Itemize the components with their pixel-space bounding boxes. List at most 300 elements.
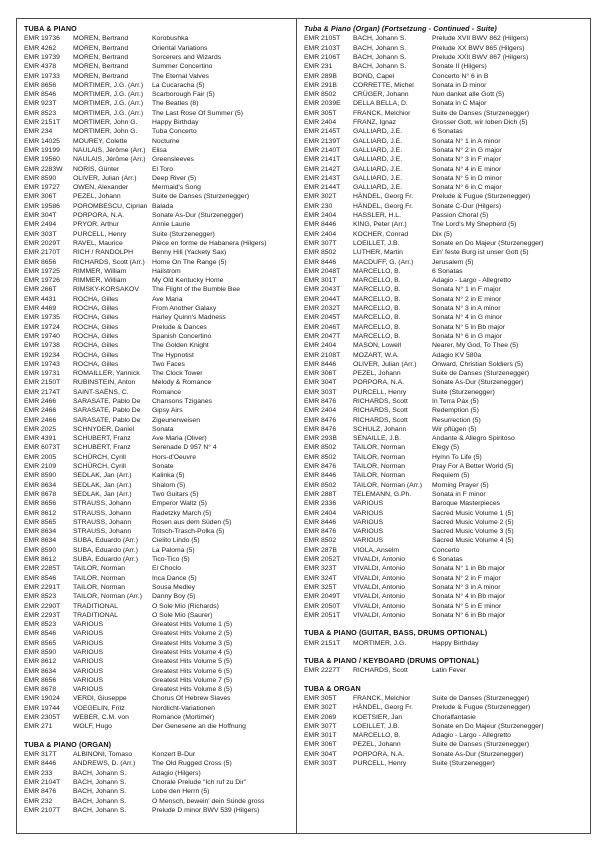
piece-title: Nordlicht-Variationen xyxy=(152,704,215,712)
composer-name: RIMMER, William xyxy=(73,267,127,275)
catalog-row xyxy=(24,165,292,174)
composer-name: SUBA, Eduardo (Arr.) xyxy=(73,537,138,545)
catalog-number: EMR 325T xyxy=(304,583,337,591)
composer-name: SCHÜRCH, Cyrill xyxy=(73,463,126,471)
piece-title: Sonata N° 4 in G minor xyxy=(432,314,502,322)
piece-title: Sonate As-Dur (Sturzenegger) xyxy=(152,212,244,220)
section-rows xyxy=(304,639,586,648)
catalog-number: EMR 8546 xyxy=(24,630,57,638)
catalog-number: EMR 2104T xyxy=(24,778,61,786)
section-rows xyxy=(304,34,586,620)
piece-title: La Cucaracha (5) xyxy=(152,81,205,89)
composer-name: MORTIMER, J.G. (Arr.) xyxy=(73,81,144,89)
piece-title: Melody & Romance xyxy=(152,379,212,387)
piece-title: Pray For A Better World (5) xyxy=(432,463,514,471)
composer-name: VIVALDI, Antonio xyxy=(353,602,406,610)
composer-name: GALLIARD, J.E. xyxy=(353,146,403,154)
section-title: TUBA & PIANO xyxy=(24,24,77,33)
catalog-row xyxy=(24,806,292,815)
composer-name: PORPORA, N.A. xyxy=(73,212,124,220)
piece-title: Suite (Sturzenegger) xyxy=(432,760,495,767)
catalog-number: EMR 2151T xyxy=(304,639,341,647)
composer-name: MOZART, W.A. xyxy=(353,351,399,359)
piece-title: Sousa Medley xyxy=(152,583,196,591)
composer-name: BACH, Johann S. xyxy=(73,778,127,786)
catalog-number: EMR 19731 xyxy=(24,370,60,378)
composer-name: BACH, Johann S. xyxy=(353,54,407,61)
composer-name: ROCHA, Gilles xyxy=(73,360,119,368)
catalog-number: EMR 4469 xyxy=(24,305,57,313)
composer-name: POROMBESCU, Ciprian xyxy=(73,202,148,210)
catalog-number: EMR 2404 xyxy=(304,119,337,127)
composer-name: ALBINONI, Tomaso xyxy=(73,751,133,759)
piece-title: Pièce en forme de Habanera (Hilgers) xyxy=(152,239,267,247)
piece-title: Gipsy Airs xyxy=(152,407,183,415)
catalog-number: EMR 2141T xyxy=(304,156,341,164)
composer-name: FRANCK, Melchior xyxy=(353,109,411,117)
composer-name: BOND, Capel xyxy=(353,72,395,80)
catalog-row xyxy=(304,109,586,118)
composer-name: VARIOUS xyxy=(73,667,104,675)
catalog-number: EMR 8590 xyxy=(24,546,57,554)
composer-name: VIVALDI, Antonio xyxy=(353,583,406,591)
catalog-number: EMR 8612 xyxy=(24,509,57,517)
catalog-row xyxy=(304,332,586,341)
piece-title: Sonata N° 3 in A minor xyxy=(432,583,501,591)
catalog-row xyxy=(304,564,586,573)
piece-title: Happy Birthday xyxy=(432,639,479,647)
composer-name: TRADITIONAL xyxy=(73,611,118,619)
composer-name: ROCHA, Gilles xyxy=(73,305,119,313)
catalog-number: EMR 19725 xyxy=(24,267,60,275)
piece-title: Prelude D minor BWV 539 (Hilgers) xyxy=(152,806,260,814)
catalog-number: EMR 324T xyxy=(304,574,337,582)
composer-name: VARIOUS xyxy=(73,658,104,666)
catalog-number: EMR 2494 xyxy=(24,221,57,229)
catalog-number: EMR 8446 xyxy=(24,760,57,768)
composer-name: SUBA, Eduardo (Arr.) xyxy=(73,556,138,564)
piece-title: Nearer, My God, To Thee (5) xyxy=(432,342,519,350)
piece-title: Sonata N° 5 in E minor xyxy=(432,602,502,610)
composer-name: PEZEL, Johann xyxy=(353,741,401,749)
composer-name: MORTIMER, John G. xyxy=(73,119,138,127)
composer-name: MARCELLO, B. xyxy=(353,323,401,331)
catalog-row xyxy=(24,323,292,332)
composer-name: NAULAIS, Jérôme (Arr.) xyxy=(73,156,146,164)
composer-name: BACH, Johann S. xyxy=(353,63,407,71)
composer-name: STRAUSS, Johann xyxy=(73,509,132,517)
composer-name: VARIOUS xyxy=(353,537,384,545)
catalog-row xyxy=(24,313,292,322)
piece-title: Prelude XVII BWV 862 (Hilgers) xyxy=(432,35,529,43)
catalog-number: EMR 287B xyxy=(304,546,337,554)
piece-title: Jerusalem (5) xyxy=(432,258,474,266)
composer-name: WEBER, C.M. von xyxy=(73,714,129,722)
catalog-number: EMR 302T xyxy=(304,704,337,712)
catalog-row xyxy=(24,155,292,164)
composer-name: RICH / RANDOLPH xyxy=(73,249,134,257)
catalog-row xyxy=(24,546,292,555)
catalog-row xyxy=(304,509,586,518)
catalog-number: EMR 2466 xyxy=(24,397,57,405)
composer-name: VARIOUS xyxy=(73,621,104,629)
piece-title: Sonata N° 1 in Bb major xyxy=(432,565,505,573)
catalog-row xyxy=(24,750,292,759)
catalog-number: EMR 2069 xyxy=(304,713,337,721)
catalog-number: EMR 2103T xyxy=(304,44,341,52)
composer-name: SCHUBERT, Franz xyxy=(73,444,131,452)
catalog-row xyxy=(24,44,292,53)
composer-name: VARIOUS xyxy=(353,509,384,517)
piece-title: Spanish Concertino xyxy=(152,332,212,340)
composer-name: MARCELLO, B. xyxy=(353,286,401,294)
catalog-row xyxy=(24,648,292,657)
piece-title: O Sole Mio (Richards) xyxy=(152,602,219,610)
catalog-number: EMR 4431 xyxy=(24,295,57,303)
catalog-number: EMR 2045T xyxy=(304,314,341,322)
composer-name: VARIOUS xyxy=(73,649,104,656)
catalog-number: EMR 303T xyxy=(304,760,337,767)
piece-title: The Flight of the Bumble Bee xyxy=(152,286,241,294)
catalog-number: EMR 8476 xyxy=(24,788,57,796)
composer-name: VARIOUS xyxy=(353,500,384,508)
catalog-number: EMR 2139T xyxy=(304,137,341,145)
catalog-frame xyxy=(16,18,591,834)
catalog-number: EMR 19234 xyxy=(24,351,60,359)
composer-name: SCHULZ, Johann xyxy=(353,425,407,433)
composer-name: PEZEL, Johann xyxy=(73,193,121,201)
piece-title: Sonata N° 2 in F major xyxy=(432,574,501,582)
catalog-row xyxy=(24,555,292,564)
piece-title: The Golden Knight xyxy=(152,342,209,350)
piece-title: Suite de Danses (Sturzenegger) xyxy=(152,193,250,201)
composer-name: STRAUSS, Johann xyxy=(73,500,132,508)
catalog-row xyxy=(304,239,586,248)
composer-name: ROCHA, Gilles xyxy=(73,295,119,303)
catalog-row xyxy=(304,220,586,229)
catalog-row xyxy=(304,202,586,211)
catalog-number: EMR 4378 xyxy=(24,63,57,71)
catalog-row xyxy=(24,490,292,499)
catalog-row xyxy=(304,499,586,508)
composer-name: VARIOUS xyxy=(73,630,104,638)
catalog-row xyxy=(24,527,292,536)
piece-title: Hymn To Life (5) xyxy=(432,453,482,461)
composer-name: TAILOR, Norman xyxy=(73,574,125,582)
piece-title: Sonata N° 4 in E minor xyxy=(432,165,502,173)
composer-name: TAILOR, Norman xyxy=(353,472,405,480)
catalog-number: EMR 2039E xyxy=(304,100,341,108)
catalog-row xyxy=(24,295,292,304)
composer-name: MORTIMER, John G. xyxy=(73,128,138,136)
composer-name: MARCELLO, B. xyxy=(353,277,401,285)
catalog-number: EMR 231 xyxy=(304,63,333,71)
catalog-row xyxy=(304,137,586,146)
piece-title: Adagio KV 580a xyxy=(432,351,482,359)
composer-name: TELEMANN, G.Ph. xyxy=(353,490,412,498)
piece-title: The Lord's My Shepherd (5) xyxy=(432,221,517,229)
catalog-row xyxy=(24,341,292,350)
catalog-row xyxy=(24,759,292,768)
catalog-row xyxy=(24,536,292,545)
piece-title: Ein' feste Burg ist unser Gott (5) xyxy=(432,249,529,257)
catalog-row xyxy=(24,72,292,81)
piece-title: Sonate II (Hilgers) xyxy=(432,63,487,71)
catalog-row xyxy=(304,304,586,313)
catalog-number: EMR 2170T xyxy=(24,249,61,257)
piece-title: Sonata N° 5 in Bb major xyxy=(432,323,505,331)
catalog-row xyxy=(304,360,586,369)
catalog-number: EMR 2143T xyxy=(304,174,341,182)
catalog-number: EMR 19740 xyxy=(24,332,60,340)
catalog-number: EMR 8546 xyxy=(24,574,57,582)
composer-name: RICHARDS, Scott (Arr.) xyxy=(73,258,145,266)
piece-title: Greatest Hits Volume 1 (5) xyxy=(152,621,233,629)
composer-name: SEDLAK, Jan (Arr.) xyxy=(73,490,132,498)
piece-title: Sonata N° 3 in A minor xyxy=(432,305,501,313)
catalog-number: EMR 8678 xyxy=(24,686,57,694)
catalog-number: EMR 303T xyxy=(24,230,57,238)
composer-name: DELLA BELLA, D. xyxy=(353,100,408,108)
piece-title: Requiem (5) xyxy=(432,472,470,480)
piece-title: Sonata N° 6 in C major xyxy=(432,184,502,192)
catalog-number: EMR 19739 xyxy=(24,54,60,61)
catalog-number: EMR 8678 xyxy=(24,490,57,498)
section-rows xyxy=(304,666,586,675)
catalog-number: EMR 2049T xyxy=(304,593,341,601)
catalog-row xyxy=(304,118,586,127)
catalog-row xyxy=(24,657,292,666)
piece-title: Passion Choral (5) xyxy=(432,212,489,220)
catalog-row xyxy=(24,592,292,601)
catalog-row xyxy=(24,574,292,583)
catalog-number: EMR 2151T xyxy=(24,119,61,127)
catalog-number: EMR 8523 xyxy=(24,621,57,629)
piece-title: In Terra Pax (5) xyxy=(432,397,479,405)
catalog-number: EMR 8612 xyxy=(24,658,57,666)
catalog-row xyxy=(24,676,292,685)
catalog-number: EMR 305T xyxy=(304,694,337,702)
composer-name: MOREN, Bertrand xyxy=(73,54,129,61)
catalog-row xyxy=(24,425,292,434)
catalog-number: EMR 19199 xyxy=(24,146,60,154)
piece-title: Rosen aus dem Süden (5) xyxy=(152,518,232,526)
piece-title: Sonata xyxy=(152,425,174,433)
piece-title: Wir pflügen (5) xyxy=(432,425,477,433)
catalog-number: EMR 288T xyxy=(304,490,337,498)
piece-title: Der Genesene an die Hoffnung xyxy=(152,723,246,731)
piece-title: The Eternal Valves xyxy=(152,72,209,80)
composer-name: RIMMER, William xyxy=(73,277,127,285)
composer-name: MARCELLO, B. xyxy=(353,267,401,275)
catalog-number: EMR 2466 xyxy=(24,407,57,415)
catalog-number: EMR 19744 xyxy=(24,704,60,712)
piece-title: Summer Concertino xyxy=(152,63,213,71)
catalog-row xyxy=(24,462,292,471)
composer-name: MOREN, Bertrand xyxy=(73,44,129,52)
catalog-number: EMR 2051T xyxy=(304,611,341,619)
catalog-row xyxy=(24,406,292,415)
catalog-number: EMR 234 xyxy=(24,128,53,136)
piece-title: Greatest Hits Volume 7 (5) xyxy=(152,676,233,684)
composer-name: MARCELLO, B. xyxy=(353,732,401,740)
catalog-row xyxy=(24,443,292,452)
piece-title: Two Guitars (5) xyxy=(152,490,199,498)
catalog-row xyxy=(24,276,292,285)
catalog-row xyxy=(24,639,292,648)
catalog-row xyxy=(24,667,292,676)
composer-name: OWEN, Alexander xyxy=(73,184,129,192)
composer-name: ROMAILLER, Yannick xyxy=(73,370,140,378)
piece-title: The Clock Tower xyxy=(152,370,203,378)
piece-title: La Paloma (5) xyxy=(152,546,195,554)
piece-title: The Old Rugged Cross (5) xyxy=(152,760,232,768)
composer-name: NORIS, Günter xyxy=(73,165,120,173)
catalog-row xyxy=(24,397,292,406)
catalog-row xyxy=(304,527,586,536)
piece-title: Home On The Range (5) xyxy=(152,258,227,266)
catalog-row xyxy=(304,694,586,703)
piece-title: Adagio (Hilgers) xyxy=(152,769,201,777)
catalog-number: EMR 19560 xyxy=(24,156,60,164)
piece-title: Emperor Waltz (5) xyxy=(152,500,207,508)
piece-title: Adagio - Largo - Allegretto xyxy=(432,732,511,740)
piece-title: Deep River (5) xyxy=(152,174,197,182)
catalog-row xyxy=(304,192,586,201)
composer-name: MORTIMER, J.G. (Arr.) xyxy=(73,109,144,117)
catalog-row xyxy=(24,267,292,276)
piece-title: Concerto xyxy=(432,546,460,554)
piece-title: Suite de Danses (Sturzenegger) xyxy=(432,370,530,378)
composer-name: LUTHER, Martin xyxy=(353,249,403,257)
composer-name: STRAUSS, Johann xyxy=(73,528,132,536)
catalog-number: EMR 2050T xyxy=(304,602,341,610)
composer-name: TAILOR, Norman xyxy=(353,463,405,471)
composer-name: TAILOR, Norman xyxy=(73,565,125,573)
catalog-number: EMR 232 xyxy=(24,797,53,805)
piece-title: Elisa xyxy=(152,146,167,154)
piece-title: Greatest Hits Volume 5 (5) xyxy=(152,658,233,666)
catalog-row xyxy=(24,602,292,611)
composer-name: SCHNYDER, Daniel xyxy=(73,425,135,433)
catalog-number: EMR 2109 xyxy=(24,463,57,471)
catalog-number: EMR 2106T xyxy=(304,54,341,61)
catalog-number: EMR 2107T xyxy=(24,806,61,814)
catalog-row xyxy=(24,304,292,313)
composer-name: MARCELLO, B. xyxy=(353,314,401,322)
piece-title: The Hypnotist xyxy=(152,351,194,359)
catalog-row xyxy=(304,481,586,490)
catalog-row xyxy=(24,360,292,369)
catalog-row xyxy=(304,44,586,53)
catalog-number: EMR 8590 xyxy=(24,174,57,182)
piece-title: The Last Rose Of Summer (5) xyxy=(152,109,244,117)
catalog-row xyxy=(304,740,586,749)
composer-name: VERDI, Giuseppe xyxy=(73,695,127,703)
catalog-row xyxy=(304,146,586,155)
catalog-row xyxy=(304,518,586,527)
catalog-row xyxy=(304,434,586,443)
composer-name: GALLIARD, J.E. xyxy=(353,184,403,192)
composer-name: VARIOUS xyxy=(353,528,384,536)
catalog-number: EMR 2044T xyxy=(304,295,341,303)
catalog-row xyxy=(304,72,586,81)
catalog-number: EMR 8446 xyxy=(304,258,337,266)
catalog-row xyxy=(24,797,292,806)
catalog-number: EMR 306T xyxy=(304,370,337,378)
composer-name: RICHARDS, Scott xyxy=(353,397,408,405)
catalog-number: EMR 2144T xyxy=(304,184,341,192)
piece-title: Prelude & Fugue (Sturzenegger) xyxy=(432,193,531,201)
catalog-number: EMR 19726 xyxy=(24,277,60,285)
catalog-number: EMR 317T xyxy=(24,751,57,759)
piece-title: Inca Dance (5) xyxy=(152,574,197,582)
catalog-number: EMR 2291T xyxy=(24,583,61,591)
composer-name: GALLIARD, J.E. xyxy=(353,137,403,145)
catalog-number: EMR 6073T xyxy=(24,444,61,452)
piece-title: Korobushka xyxy=(152,35,189,43)
composer-name: MARCELLO, B. xyxy=(353,305,401,313)
catalog-number: EMR 8634 xyxy=(24,537,57,545)
catalog-row xyxy=(304,453,586,462)
catalog-row xyxy=(304,127,586,136)
composer-name: NAULAIS, Jérôme (Arr.) xyxy=(73,146,146,154)
catalog-row xyxy=(304,378,586,387)
catalog-row xyxy=(24,183,292,192)
piece-title: Sonate C-Dur (Hilgers) xyxy=(432,202,502,210)
catalog-row xyxy=(24,62,292,71)
piece-title: Scarborough Fair (5) xyxy=(152,91,215,99)
catalog-number: EMR 2283W xyxy=(24,165,63,173)
piece-title: Ave Maria (Oliver) xyxy=(152,435,207,443)
catalog-number: EMR 304T xyxy=(304,379,337,387)
composer-name: PEZEL, Johann xyxy=(353,370,401,378)
piece-title: Hors-d'Oeuvre xyxy=(152,453,196,461)
section-rows xyxy=(24,750,292,815)
catalog-number: EMR 923T xyxy=(24,100,57,108)
catalog-number: EMR 8476 xyxy=(304,463,337,471)
catalog-row xyxy=(24,499,292,508)
composer-name: BACH, Johann S. xyxy=(353,44,407,52)
catalog-row xyxy=(24,146,292,155)
composer-name: PURCELL, Henry xyxy=(73,230,127,238)
catalog-row xyxy=(304,99,586,108)
composer-name: OLIVER, Julian (Arr.) xyxy=(73,174,137,182)
catalog-number: EMR 8634 xyxy=(24,667,57,675)
catalog-row xyxy=(304,90,586,99)
catalog-row xyxy=(24,258,292,267)
composer-name: BACH, Johann S. xyxy=(73,806,127,814)
piece-title: Dix (5) xyxy=(432,230,453,238)
composer-name: ROCHA, Gilles xyxy=(73,332,119,340)
piece-title: Choralfantasie xyxy=(432,713,476,721)
piece-title: Happy Birthday xyxy=(152,119,199,127)
catalog-number: EMR 233 xyxy=(24,769,53,777)
catalog-number: EMR 2029T xyxy=(24,239,61,247)
composer-name: RICHARDS, Scott xyxy=(353,416,408,424)
catalog-row xyxy=(24,704,292,713)
catalog-number: EMR 4262 xyxy=(24,44,57,52)
composer-name: MORTIMER, J.G. (Arr.) xyxy=(73,91,144,99)
catalog-row xyxy=(24,481,292,490)
composer-name: SENAILLE, J.B. xyxy=(353,435,401,443)
composer-name: GALLIARD, J.E. xyxy=(353,174,403,182)
catalog-row xyxy=(304,53,586,62)
catalog-row xyxy=(304,34,586,43)
catalog-number: EMR 306T xyxy=(304,741,337,749)
catalog-number: EMR 305T xyxy=(304,109,337,117)
piece-title: 6 Sonatas xyxy=(432,128,463,136)
